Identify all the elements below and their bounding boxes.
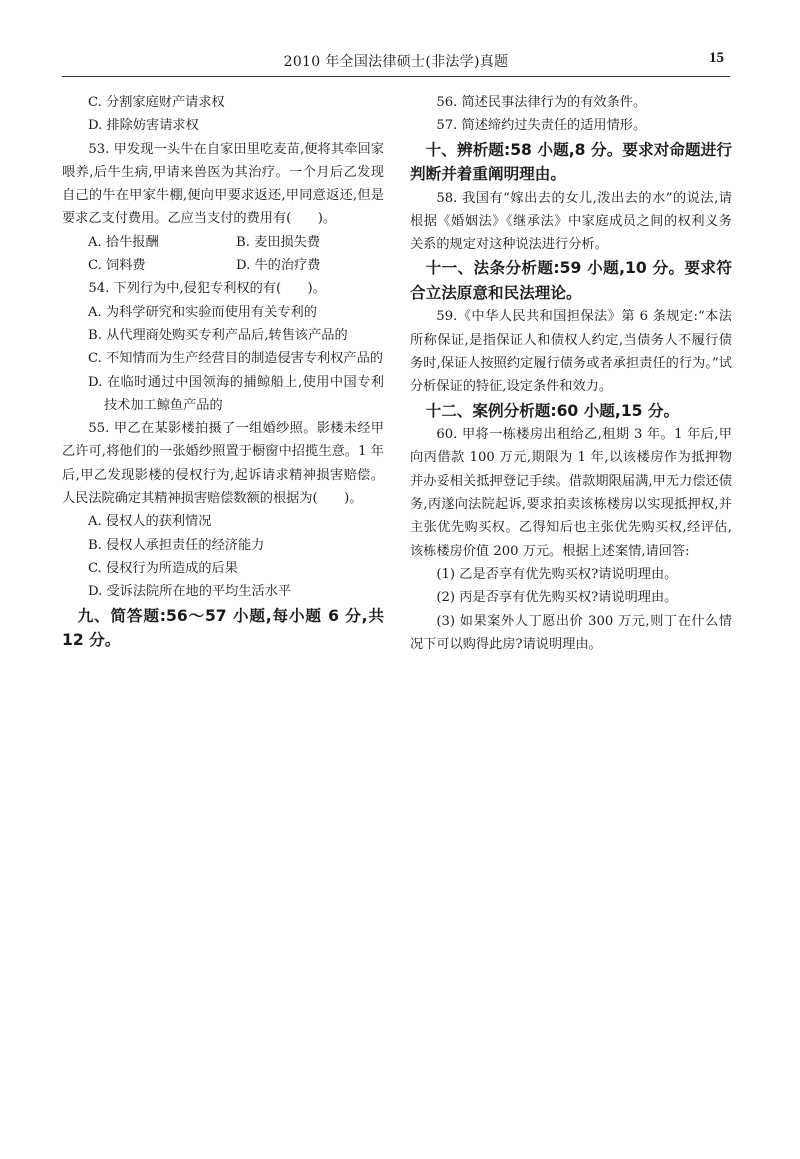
q60-subquestion-2: (2) 丙是否享有优先购买权?请说明理由。 (436, 590, 678, 606)
q53-option-c: C. 饲料费 (88, 258, 146, 274)
section-11-heading: 十一、法条分析题:59 小题,10 分。要求符合立法原意和民法理论。 (410, 259, 732, 302)
running-title: 2010 年全国法律硕士(非法学)真题 (283, 54, 509, 70)
q54-option-d: D. 在临时通过中国领海的捕鲸船上,使用中国专利技术加工鲸鱼产品的 (88, 374, 384, 413)
page-header (62, 48, 730, 77)
section-12-heading: 十二、案例分析题:60 小题,15 分。 (425, 401, 680, 420)
q59-text: 59.《中华人民共和国担保法》第 6 条规定:“本法所称保证,是指保证人和债权人约定,当债务人不履行债务时,保证人按照约定履行债务或者承担责任的行为。”试分析保证的特征,设定条件和效力。 (410, 309, 732, 395)
left-column (62, 91, 384, 653)
q53-option-b: B. 麦田损失费 (236, 234, 321, 250)
q52-option-d: D. 排除妨害请求权 (88, 118, 199, 134)
q54-stem: 54. 下列行为中,侵犯专利权的有( )。 (88, 281, 326, 297)
q53-stem: 53. 甲发现一头牛在自家田里吃麦苗,便将其牵回家喂养,后牛生病,甲请来兽医为其治疗。一个月后乙发现自己的牛在甲家牛棚,便向甲要求返还,甲同意返还,但是要求乙支付费用。乙应当支付的费用有( )。 (62, 141, 384, 227)
right-column (410, 91, 732, 656)
q55-stem: 55. 甲乙在某影楼拍摄了一组婚纱照。影楼未经甲乙许可,将他们的一张婚纱照置于橱窗中招揽生意。1 年后,甲乙发现影楼的侵权行为,起诉请求精神损害赔偿。人民法院确定其精神损害赔偿数额的根据为( )。 (62, 421, 384, 507)
q56-text: 56. 简述民事法律行为的有效条件。 (436, 95, 647, 110)
q55-option-a: A. 侵权人的获利情况 (88, 514, 212, 530)
q54-option-c: C. 不知情而为生产经营目的制造侵害专利权产品的 (88, 351, 383, 367)
q53-options-row-1 (62, 231, 384, 254)
q57-text: 57. 简述缔约过失责任的适用情形。 (436, 118, 647, 134)
q52-option-c: C. 分割家庭财产请求权 (88, 95, 225, 110)
q53-option-a: A. 拾牛报酬 (88, 234, 159, 250)
q54-option-a: A. 为科学研究和实验而使用有关专利的 (88, 304, 317, 320)
q54-option-b: B. 从代理商处购买专利产品后,转售该产品的 (88, 327, 348, 343)
page-number: 15 (709, 50, 724, 66)
q58-text: 58. 我国有“嫁出去的女儿,泼出去的水”的说法,请根据《婚姻法》《继承法》中家庭成员之间的权利义务关系的规定对这种说法进行分析。 (410, 190, 732, 253)
q55-option-c: C. 侵权行为所造成的后果 (88, 560, 238, 576)
q60-subquestion-1: (1) 乙是否享有优先购买权?请说明理由。 (436, 566, 678, 582)
q60-text: 60. 甲将一栋楼房出租给乙,租期 3 年。1 年后,甲向丙借款 100 万元,期限为 1 年,以该楼房作为抵押物并办妥相关抵押登记手续。借款期限届满,甲无力偿还债务,丙遂向法院起诉,要求拍卖该栋楼房以实现抵押权,并主张优先购买权。乙得知后也主张优先购买权,经评估,该栋楼房价值 200 万元。根据上述案情,请回答: (410, 427, 732, 559)
q55-option-b: B. 侵权人承担责任的经济能力 (88, 537, 265, 553)
section-10-heading: 十、辨析题:58 小题,8 分。要求对命题进行判断并着重阐明理由。 (410, 140, 732, 184)
q53-option-d: D. 牛的治疗费 (236, 258, 321, 274)
section-9-heading: 九、简答题:56～57 小题,每小题 6 分,共 12 分。 (62, 606, 384, 650)
q60-subquestion-3: (3) 如果案外人丁愿出价 300 万元,则丁在什么情况下可以购得此房?请说明理由。 (410, 613, 732, 652)
q53-options-row-2 (62, 254, 384, 277)
q55-option-d: D. 受诉法院所在地的平均生活水平 (88, 584, 292, 600)
